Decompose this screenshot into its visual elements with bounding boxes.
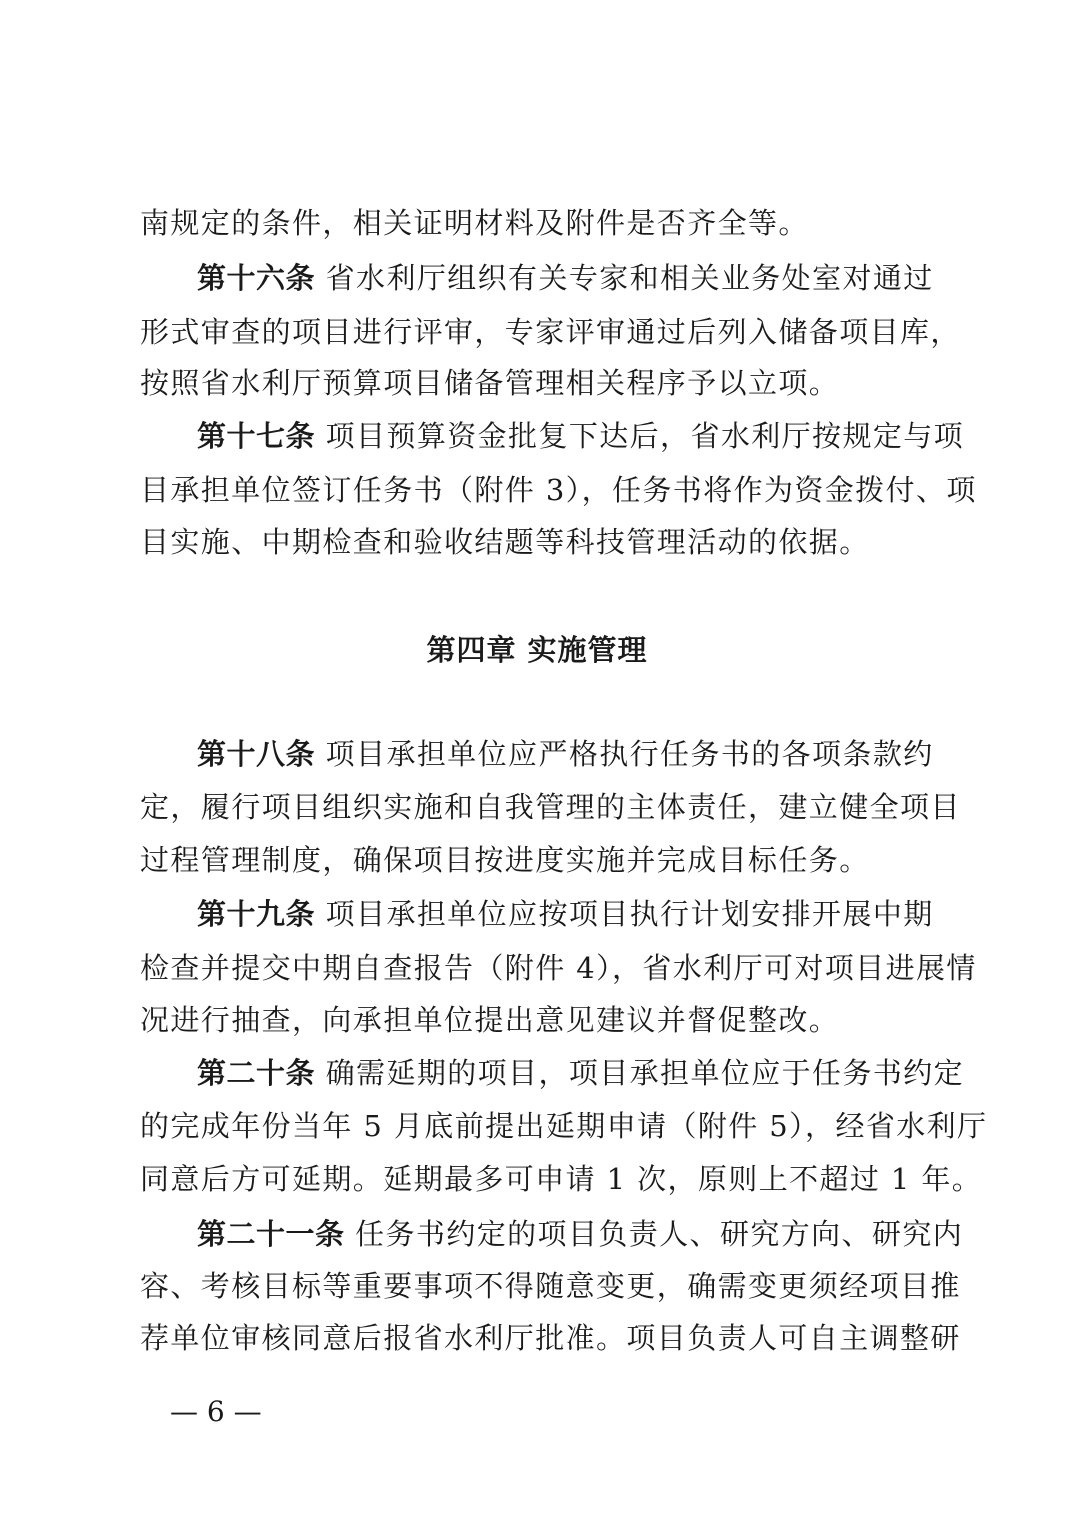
- article-19-first-line: [197, 894, 940, 934]
- line-text: 目实施、中期检查和验收结题等科技管理活动的依据。: [140, 525, 870, 559]
- body-line: [140, 948, 977, 988]
- line-text: 按照省水利厅预算项目储备管理相关程序予以立项。: [140, 366, 840, 400]
- article-number: 第二十一条: [197, 1217, 345, 1251]
- article-18-first-line: [197, 734, 940, 774]
- body-line: [140, 470, 977, 510]
- article-16-first-line: [197, 258, 940, 298]
- article-number: 第十六条: [197, 261, 316, 295]
- line-text: 检查并提交中期自查报告（附件 4），省水利厅可对项目进展情: [140, 951, 977, 985]
- line-text: 的完成年份当年 5 月底前提出延期申请（附件 5），经省水利厅: [140, 1109, 988, 1143]
- line-text: 任务书约定的项目负责人、研究方向、研究内: [355, 1217, 964, 1251]
- line-text: 同意后方可延期。延期最多可申请 1 次，原则上不超过 1 年。: [140, 1162, 983, 1196]
- article-21-first-line: [197, 1214, 964, 1254]
- line-text: 过程管理制度，确保项目按进度实施并完成目标任务。: [140, 843, 870, 877]
- body-line: [140, 1000, 940, 1040]
- article-number: 第十七条: [197, 419, 316, 453]
- article-number: 第十八条: [197, 737, 316, 771]
- line-text: 形式审查的项目进行评审，专家评审通过后列入储备项目库，: [140, 315, 961, 349]
- line-text: 省水利厅组织有关专家和相关业务处室对通过: [325, 261, 934, 295]
- body-line: [140, 203, 940, 243]
- line-text: 项目承担单位应按项目执行计划安排开展中期: [325, 897, 934, 931]
- page-number: — 6 —: [170, 1395, 262, 1428]
- line-text: 荐单位审核同意后报省水利厅批准。项目负责人可自主调整研: [140, 1321, 961, 1355]
- article-17-first-line: [197, 416, 965, 456]
- body-line: [140, 1159, 983, 1199]
- body-line: [140, 1318, 961, 1358]
- chapter-title: 第四章 实施管理: [426, 633, 648, 667]
- body-line: [140, 363, 940, 403]
- line-text: 定，履行项目组织实施和自我管理的主体责任，建立健全项目: [140, 790, 961, 824]
- body-line: [140, 787, 961, 827]
- line-text: 况进行抽查，向承担单位提出意见建议并督促整改。: [140, 1003, 840, 1037]
- body-line: [140, 840, 940, 880]
- line-text: 容、考核目标等重要事项不得随意变更，确需变更须经项目推: [140, 1269, 961, 1303]
- line-text: 确需延期的项目，项目承担单位应于任务书约定: [325, 1056, 965, 1090]
- article-20-first-line: [197, 1053, 965, 1093]
- line-text: 项目预算资金批复下达后，省水利厅按规定与项: [325, 419, 965, 453]
- body-line: [140, 522, 940, 562]
- line-text: 南规定的条件，相关证明材料及附件是否齐全等。: [140, 206, 809, 240]
- article-number: 第二十条: [197, 1056, 316, 1090]
- body-line: [140, 1106, 988, 1146]
- body-line: [140, 312, 961, 352]
- line-text: 项目承担单位应严格执行任务书的各项条款约: [325, 737, 934, 771]
- article-number: 第十九条: [197, 897, 316, 931]
- line-text: 目承担单位签订任务书（附件 3），任务书将作为资金拨付、项: [140, 473, 977, 507]
- body-line: [140, 1266, 961, 1306]
